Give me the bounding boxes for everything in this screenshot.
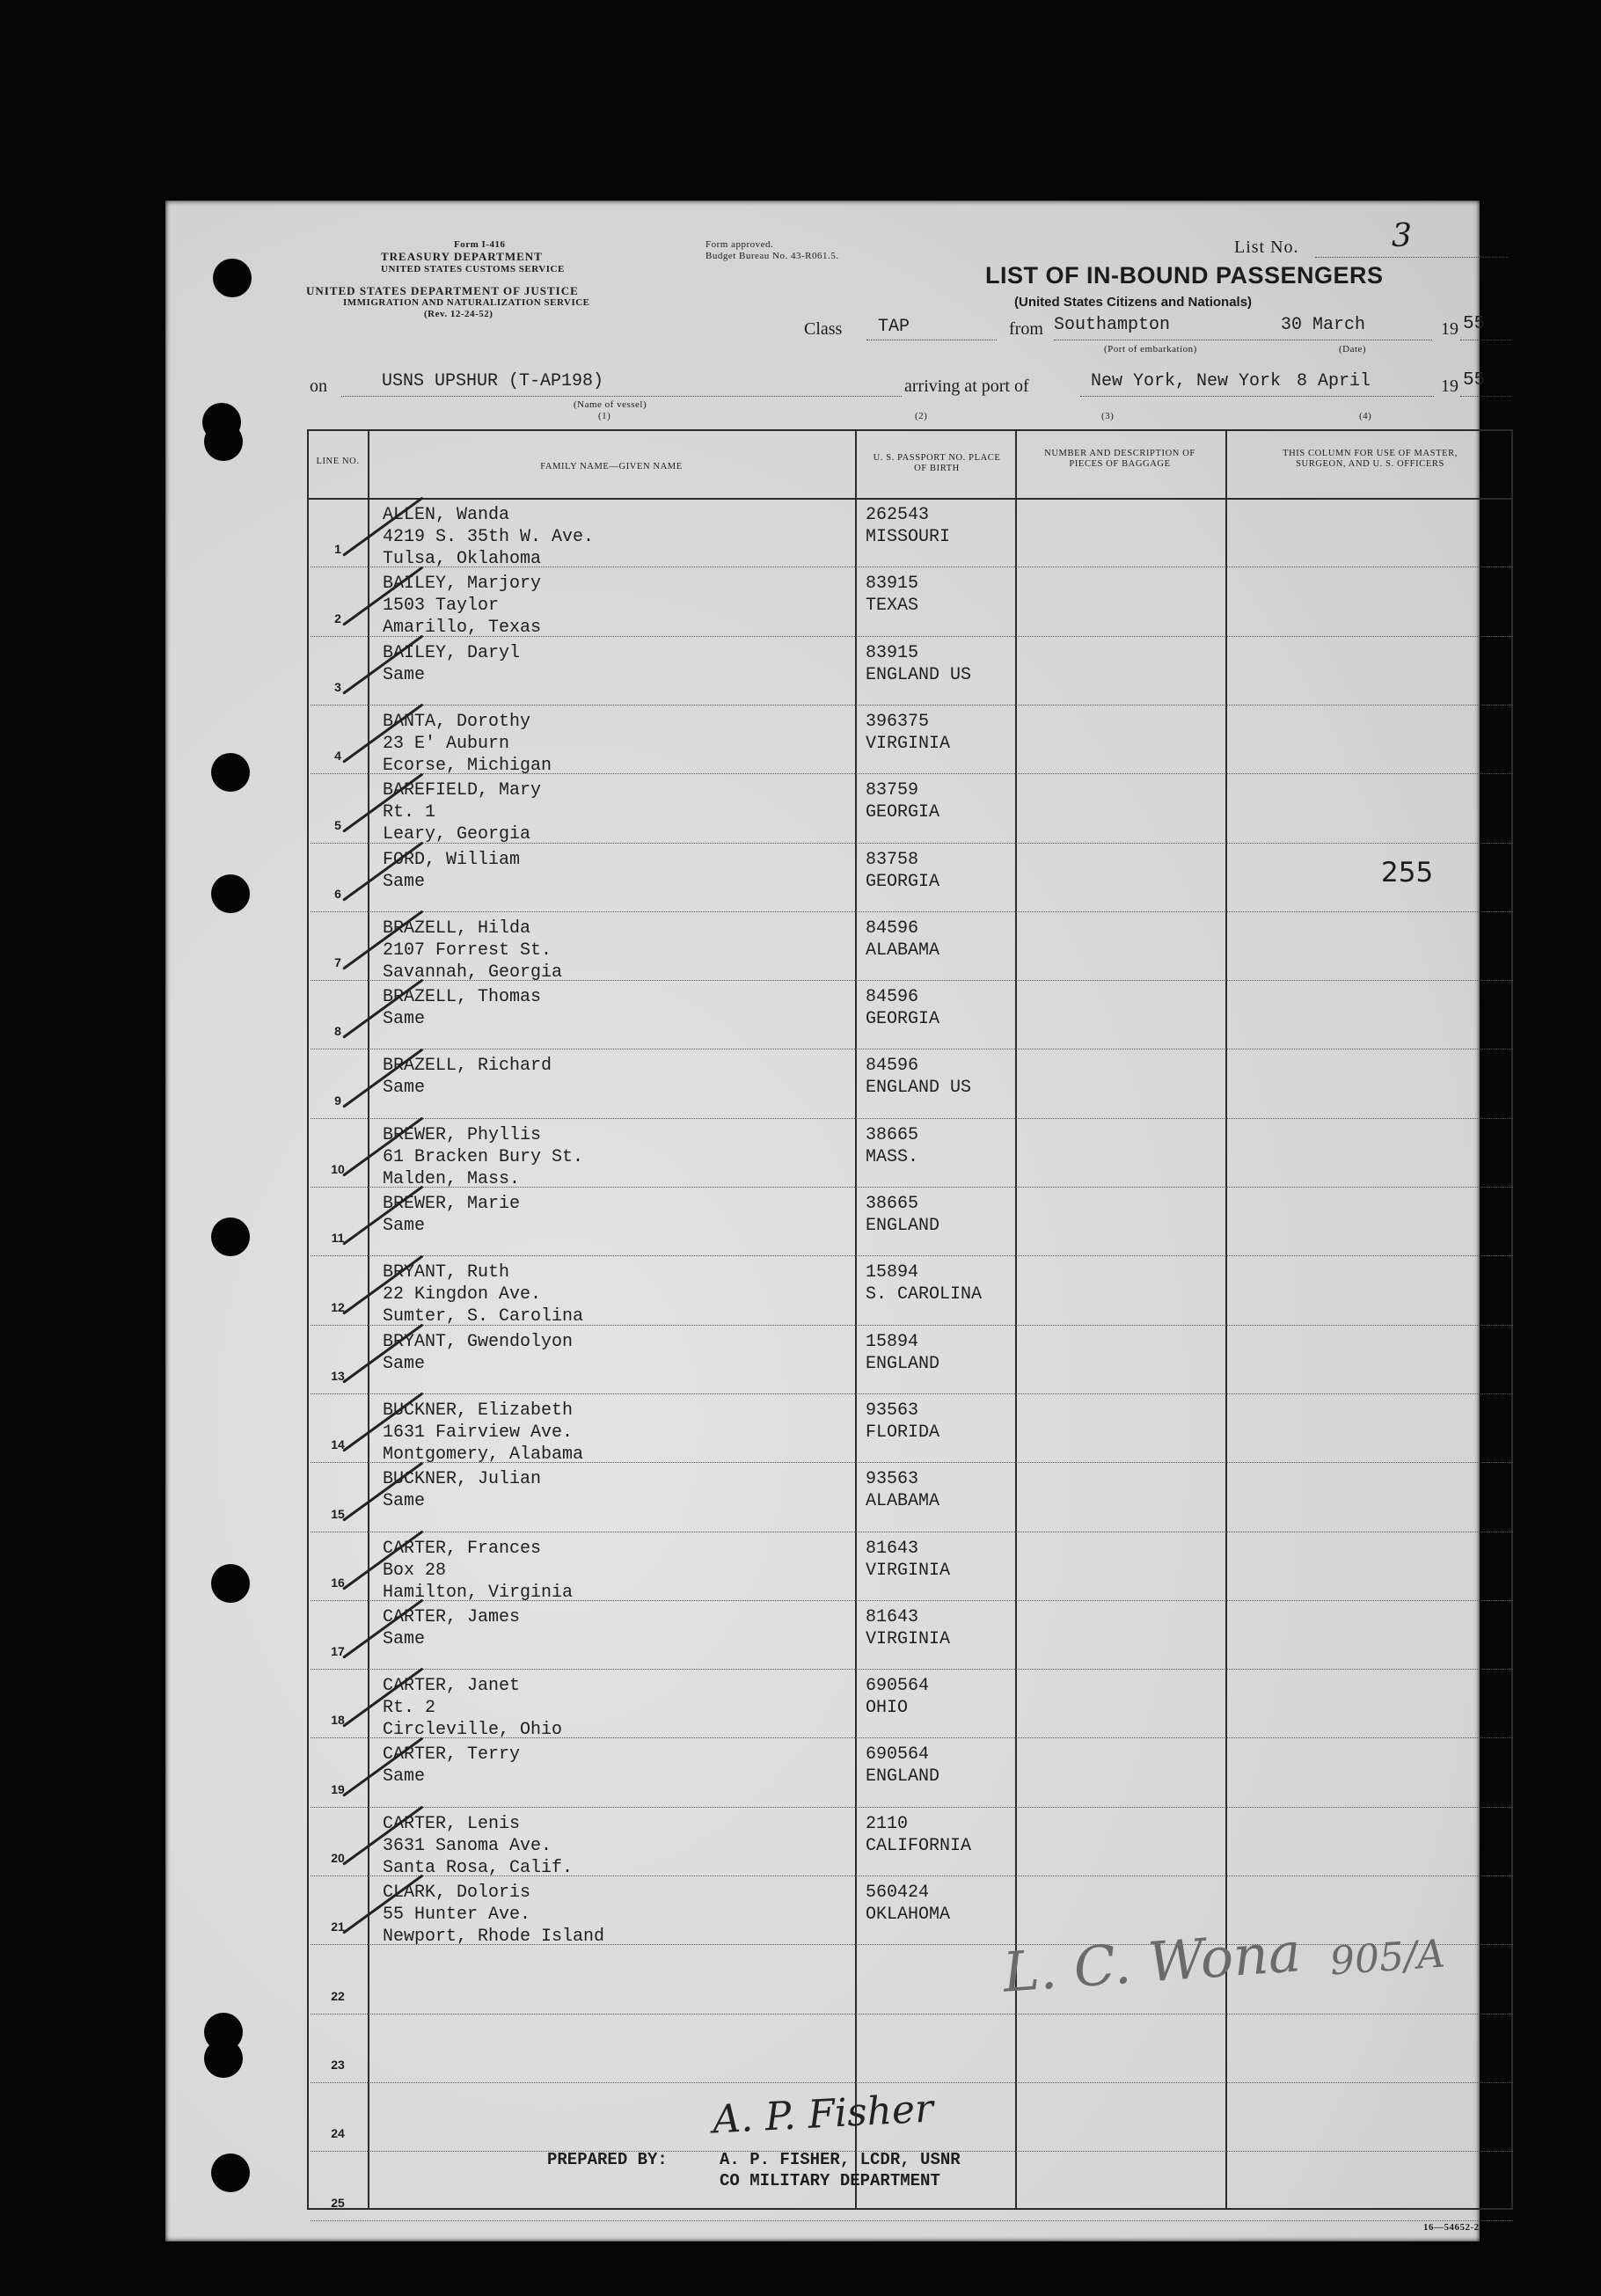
col-header-baggage: NUMBER AND DESCRIPTION OF PIECES OF BAGGAGE	[1044, 449, 1195, 469]
treasury-department: TREASURY DEPARTMENT	[381, 250, 543, 263]
place-of-birth: CALIFORNIA	[866, 1835, 972, 1856]
passenger-address-1: Same	[383, 1766, 426, 1788]
arrival-date: 8 April	[1297, 371, 1371, 391]
line-number: 6	[334, 886, 341, 901]
binder-hole	[211, 1564, 250, 1603]
passport-number: 93563	[866, 1400, 919, 1421]
passport-number: 15894	[866, 1331, 919, 1352]
passenger-address-1: 2107 Forrest St.	[383, 940, 552, 961]
passenger-name: BUCKNER, Julian	[383, 1469, 542, 1490]
binder-hole	[211, 1217, 250, 1256]
place-of-birth: ENGLAND	[866, 1353, 940, 1374]
vessel-name: USNS UPSHUR (T-AP198)	[382, 371, 604, 391]
passenger-name: BRYANT, Ruth	[383, 1262, 510, 1283]
line-number: 24	[331, 2126, 345, 2141]
passenger-address-2: Circleville, Ohio	[383, 1720, 563, 1741]
passport-number: 81643	[866, 1538, 919, 1559]
arriving-label: arriving at port of	[904, 377, 1029, 396]
passport-number: 38665	[866, 1124, 919, 1145]
year-prefix: 19	[1441, 319, 1458, 339]
passenger-name: BAILEY, Marjory	[383, 574, 542, 595]
document-subtitle: (United States Citizens and Nationals)	[1014, 295, 1253, 310]
binder-hole	[211, 753, 250, 792]
place-of-birth: VIRGINIA	[866, 733, 951, 754]
line-number: 23	[331, 2057, 345, 2072]
prepared-by-department: CO MILITARY DEPARTMENT	[720, 2171, 940, 2190]
passenger-name: CARTER, Lenis	[383, 1813, 521, 1834]
place-of-birth: ENGLAND US	[866, 1078, 972, 1099]
passenger-name: BRAZELL, Thomas	[383, 987, 542, 1008]
passenger-address-2: Hamilton, Virginia	[383, 1582, 574, 1603]
col-header-line-no: LINE NO.	[316, 457, 360, 466]
passenger-name: BRAZELL, Richard	[383, 1056, 552, 1077]
line-number: 7	[334, 955, 341, 970]
officer-annotation: 255	[1381, 857, 1434, 888]
place-of-birth: ALABAMA	[866, 940, 940, 961]
passenger-address-1: 23 E' Auburn	[383, 733, 510, 754]
passenger-name: CARTER, James	[383, 1606, 521, 1627]
from-label: from	[1009, 319, 1043, 339]
passenger-address-1: Same	[383, 1216, 426, 1236]
passenger-address-1: Same	[383, 1491, 426, 1512]
port-of-embarkation: Southampton	[1054, 315, 1171, 335]
passenger-name: FORD, William	[383, 849, 521, 870]
passenger-address-1: 61 Bracken Bury St.	[383, 1146, 584, 1167]
passport-number: 81643	[866, 1606, 919, 1627]
passenger-address-1: 3631 Sanoma Ave.	[383, 1835, 552, 1856]
line-number: 21	[331, 1919, 345, 1934]
place-of-birth: OKLAHOMA	[866, 1905, 951, 1925]
passport-number: 2110	[866, 1813, 909, 1834]
line-number: 3	[334, 679, 341, 694]
passenger-address-2: Sumter, S. Carolina	[383, 1306, 584, 1327]
binder-hole	[213, 259, 252, 297]
col-header-passport: U. S. PASSPORT NO. PLACE OF BIRTH	[873, 453, 1001, 473]
passenger-address-1: Box 28	[383, 1560, 447, 1581]
line-number: 8	[334, 1024, 341, 1039]
place-of-birth: VIRGINIA	[866, 1628, 951, 1649]
line-number: 4	[334, 749, 341, 764]
port-embarkation-caption: (Port of embarkation)	[1104, 344, 1197, 355]
passenger-name: BUCKNER, Elizabeth	[383, 1400, 574, 1421]
passenger-address-2: Newport, Rhode Island	[383, 1927, 605, 1947]
on-label: on	[310, 377, 327, 396]
class-value: TAP	[878, 317, 910, 337]
line-number: 11	[331, 1231, 345, 1246]
passenger-address-2: Savannah, Georgia	[383, 962, 563, 983]
passenger-address-2: Montgomery, Alabama	[383, 1444, 584, 1465]
passenger-address-1: Same	[383, 1353, 426, 1374]
prepared-by-name: A. P. FISHER, LCDR, USNR	[720, 2150, 961, 2169]
passenger-address-1: 1631 Fairview Ave.	[383, 1422, 574, 1443]
place-of-birth: MISSOURI	[866, 527, 951, 547]
place-of-birth: GEORGIA	[866, 802, 940, 823]
passenger-address-2: Santa Rosa, Calif.	[383, 1857, 574, 1878]
passenger-name: BAILEY, Daryl	[383, 642, 521, 663]
passenger-name: BAREFIELD, Mary	[383, 780, 542, 801]
passenger-address-1: 22 Kingdon Ave.	[383, 1284, 542, 1305]
passport-number: 83758	[866, 849, 919, 870]
arrival-year: 55	[1463, 370, 1486, 391]
passport-number: 690564	[866, 1744, 930, 1766]
passenger-address-1: Same	[383, 871, 426, 892]
place-of-birth: ALABAMA	[866, 1491, 940, 1512]
passenger-name: ALLEN, Wanda	[383, 505, 510, 525]
place-of-birth: ENGLAND	[866, 1766, 940, 1788]
passport-number: 84596	[866, 987, 919, 1008]
place-of-birth: GEORGIA	[866, 871, 940, 892]
document-title: LIST OF IN-BOUND PASSENGERS	[985, 262, 1384, 289]
line-number: 22	[331, 1988, 345, 2003]
line-number: 25	[331, 2195, 345, 2210]
passport-number: 83915	[866, 642, 919, 663]
line-number: 17	[331, 1644, 345, 1659]
passenger-address-2: Malden, Mass.	[383, 1168, 521, 1189]
list-no-label: List No.	[1234, 238, 1299, 257]
date-caption: (Date)	[1339, 344, 1367, 355]
passenger-name: BANTA, Dorothy	[383, 711, 531, 732]
passenger-address-2: Tulsa, Oklahoma	[383, 549, 542, 569]
line-number: 10	[331, 1162, 345, 1176]
passport-number: 262543	[866, 505, 930, 525]
passport-number: 396375	[866, 711, 930, 732]
place-of-birth: VIRGINIA	[866, 1560, 951, 1581]
officer-signature: L. C. Wona	[1000, 1919, 1304, 2005]
binder-hole	[211, 2153, 250, 2192]
passport-number: 690564	[866, 1676, 930, 1697]
passport-number: 93563	[866, 1469, 919, 1490]
passenger-address-2: Amarillo, Texas	[383, 618, 542, 639]
year-prefix-2: 19	[1441, 377, 1458, 396]
passenger-address-2: Leary, Georgia	[383, 824, 531, 845]
line-number: 15	[331, 1506, 345, 1521]
embarkation-date: 30 March	[1281, 315, 1366, 335]
preparer-signature: A. P. Fisher	[711, 2086, 935, 2143]
place-of-birth: ENGLAND	[866, 1216, 940, 1236]
passenger-address-1: Same	[383, 664, 426, 685]
customs-service: UNITED STATES CUSTOMS SERVICE	[381, 264, 565, 274]
col-marker-4: (4)	[1359, 411, 1372, 421]
col-marker-1: (1)	[598, 411, 611, 421]
vessel-caption: (Name of vessel)	[574, 399, 647, 410]
line-number: 19	[331, 1781, 345, 1796]
class-label: Class	[804, 319, 843, 339]
line-number: 20	[331, 1851, 345, 1865]
form-approved: Form approved.	[705, 239, 774, 250]
passenger-name: CLARK, Doloris	[383, 1883, 531, 1903]
place-of-birth: S. CAROLINA	[866, 1284, 983, 1305]
passenger-address-1: Rt. 2	[383, 1698, 436, 1719]
col-marker-3: (3)	[1101, 411, 1115, 421]
passenger-address-1: Same	[383, 1078, 426, 1099]
passenger-address-1: 1503 Taylor	[383, 596, 500, 617]
list-number: 3	[1392, 218, 1412, 254]
passport-number: 83915	[866, 574, 919, 595]
passenger-address-1: 55 Hunter Ave.	[383, 1905, 531, 1925]
binder-hole	[211, 874, 250, 913]
binder-hole	[204, 422, 243, 461]
line-number: 2	[334, 611, 341, 625]
col-marker-2: (2)	[915, 411, 928, 421]
line-number: 18	[331, 1713, 345, 1728]
passenger-address-1: Rt. 1	[383, 802, 436, 823]
prepared-by-label: PREPARED BY:	[547, 2150, 668, 2169]
passenger-address-1: 4219 S. 35th W. Ave.	[383, 527, 595, 547]
passenger-address-1: Same	[383, 1009, 426, 1030]
line-number: 12	[331, 1299, 345, 1314]
embarkation-year: 55	[1463, 314, 1486, 334]
passenger-name: CARTER, Terry	[383, 1744, 521, 1766]
passport-number: 15894	[866, 1262, 919, 1283]
passenger-name: BRYANT, Gwendolyon	[383, 1331, 574, 1352]
arrival-port: New York, New York	[1091, 371, 1282, 391]
passenger-address-1: Same	[383, 1628, 426, 1649]
passport-number: 560424	[866, 1883, 930, 1903]
binder-hole	[204, 2039, 243, 2078]
line-number: 1	[334, 542, 341, 557]
place-of-birth: MASS.	[866, 1146, 919, 1167]
line-number: 13	[331, 1368, 345, 1383]
passport-number: 84596	[866, 1056, 919, 1077]
passport-number: 84596	[866, 918, 919, 939]
passport-number: 38665	[866, 1194, 919, 1214]
passenger-name: CARTER, Frances	[383, 1538, 542, 1559]
passenger-address-2: Ecorse, Michigan	[383, 755, 552, 776]
footer-code: 16—54652-2	[1423, 2222, 1480, 2233]
col-header-name: FAMILY NAME—GIVEN NAME	[540, 462, 683, 472]
place-of-birth: FLORIDA	[866, 1422, 940, 1443]
passenger-name: BREWER, Phyllis	[383, 1124, 542, 1145]
passenger-name: BREWER, Marie	[383, 1194, 521, 1214]
budget-bureau: Budget Bureau No. 43-R061.5.	[705, 251, 839, 261]
place-of-birth: TEXAS	[866, 596, 919, 617]
passport-number: 83759	[866, 780, 919, 801]
signature-fraction: 905/A	[1328, 1931, 1447, 1985]
line-number: 16	[331, 1575, 345, 1590]
place-of-birth: OHIO	[866, 1698, 909, 1719]
revision-date: (Rev. 12-24-52)	[424, 309, 493, 319]
passenger-name: CARTER, Janet	[383, 1676, 521, 1697]
department-of-justice: UNITED STATES DEPARTMENT OF JUSTICE	[306, 284, 579, 297]
ins-service: IMMIGRATION AND NATURALIZATION SERVICE	[343, 297, 590, 308]
form-number: Form I-416	[454, 239, 506, 250]
line-number: 9	[334, 1093, 341, 1108]
line-number: 14	[331, 1437, 345, 1452]
col-header-officers: THIS COLUMN FOR USE OF MASTER, SURGEON, AND U. S. OFFICERS	[1283, 449, 1458, 469]
passenger-name: BRAZELL, Hilda	[383, 918, 531, 939]
place-of-birth: GEORGIA	[866, 1009, 940, 1030]
line-number: 5	[334, 817, 341, 832]
place-of-birth: ENGLAND US	[866, 664, 972, 685]
